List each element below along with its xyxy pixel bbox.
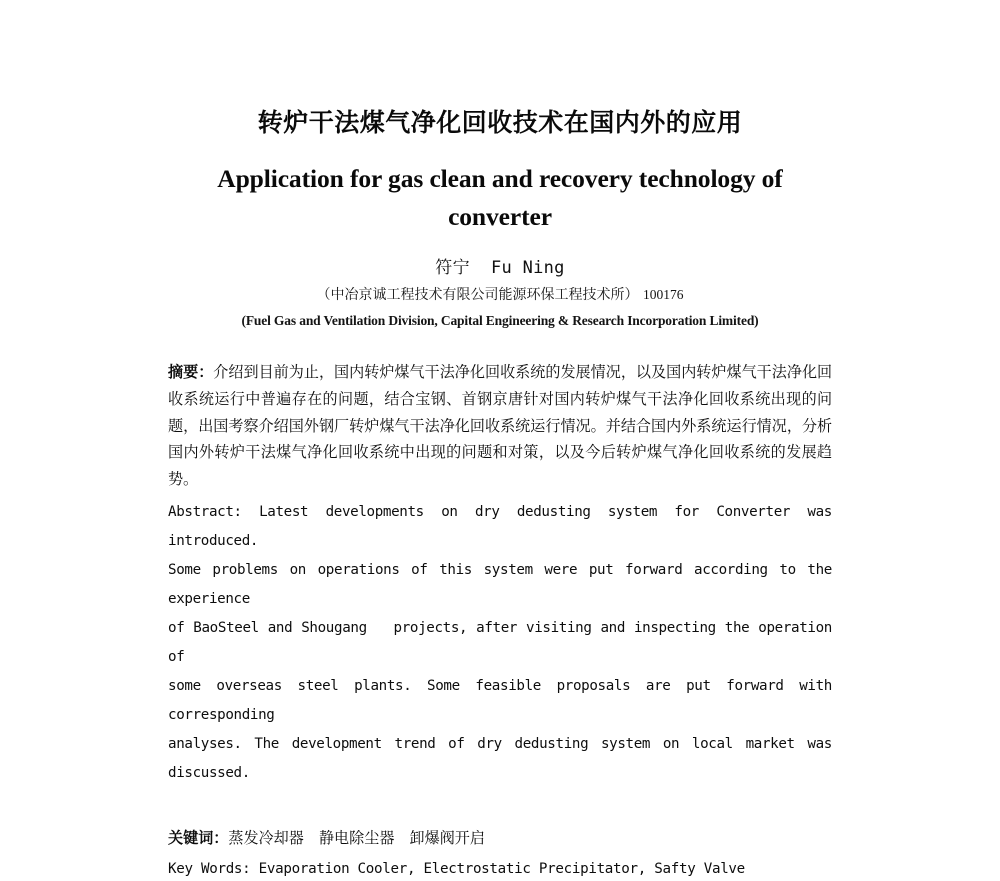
- abstract-english-line: some overseas steel plants. Some feasible proposals are put forward with corresponding: [168, 678, 841, 724]
- postal-code: 100176: [642, 286, 684, 302]
- abstract-english-line: analyses. The development trend of dry dedusting system on local market was discussed.: [168, 736, 841, 782]
- abstract-english-line: Abstract: Latest developments on dry dedusting system for Converter was introduced.: [168, 504, 841, 550]
- abstract-english-paragraph: [168, 498, 841, 788]
- document-content: [168, 0, 841, 881]
- page-title-english: [168, 160, 832, 235]
- author-name-spacer: [470, 258, 491, 278]
- affiliation-chinese-text: （中冶京诚工程技术有限公司能源环保工程技术所）: [316, 286, 639, 303]
- author-name-english: Fu Ning: [490, 257, 565, 278]
- keywords-english: Key Words: Evaporation Cooler, Electrostatic Precipitator, Safty Valve: [168, 861, 745, 878]
- abstract-chinese-label: 摘要：: [168, 363, 214, 382]
- abstract-chinese-paragraph: [168, 359, 832, 492]
- abstract-english-line: of BaoSteel and Shougang projects, after visiting and inspecting the operation of: [168, 620, 841, 666]
- affiliation-chinese: [168, 286, 832, 304]
- page-title-english-line-2: converter: [448, 201, 552, 231]
- author-name-chinese: 符宁: [435, 257, 470, 278]
- keywords-section: [168, 826, 832, 881]
- author-line: [168, 257, 832, 279]
- page-title-chinese: 转炉干法煤气净化回收技术在国内外的应用: [257, 108, 743, 137]
- keywords-chinese-body: 蒸发冷却器 静电除尘器 卸爆阀开启: [228, 829, 485, 848]
- affiliation-english: (Fuel Gas and Ventilation Division, Capital Engineering & Research Incorporation Limited): [241, 312, 759, 328]
- abstract-chinese: [168, 359, 832, 492]
- abstract-chinese-body: 介绍到目前为止，国内转炉煤气干法净化回收系统的发展情况，以及国内转炉煤气干法净化回收系统运行中普遍存在的问题，结合宝钢、首钢京唐针对国内转炉煤气干法净化回收系统出现的问题，出国考察介绍国外钢厂转炉煤气干法净化回收系统运行情况。并结合国内外系统运行情况，分析国内外转炉干法煤气净化回收系统中出现的问题和对策，以及今后转炉煤气净化回收系统的发展趋势。: [168, 363, 832, 488]
- keywords-chinese: [168, 826, 832, 851]
- abstract-english: [168, 498, 841, 788]
- page-title-english-line-1: Application for gas clean and recovery technology of: [217, 164, 783, 193]
- keywords-chinese-label: 关键词：: [168, 829, 229, 848]
- abstract-english-line: Some problems on operations of this system were put forward according to the experience: [168, 562, 841, 608]
